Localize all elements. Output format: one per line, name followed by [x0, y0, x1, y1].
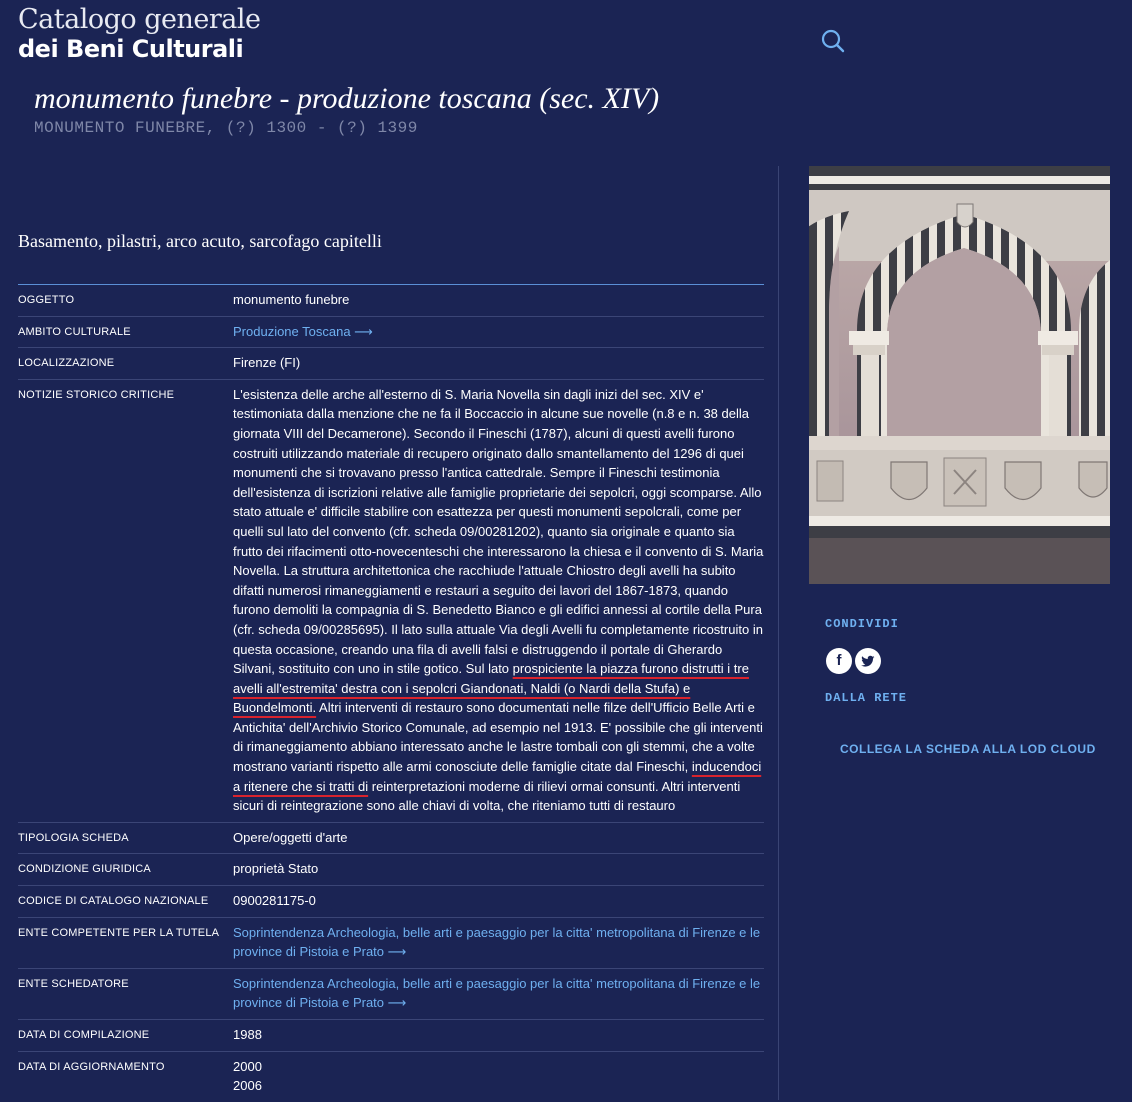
- notizie-text-part: Altri interventi di restauro sono documentati nelle filze dell'Ufficio Belle Arti e Antichita' dell'Archivio Storico Comunale, ad esempio nel 1913. E' possibile che gli interventi di rimaneggiamento abbiano interessato anche le lastre tombali con gli stemmi, che a volte mostrano varianti rispetto alle armi conosciute delle famiglie citate dal Fineschi,: [233, 700, 763, 775]
- row-label: OGGETTO: [18, 294, 75, 306]
- row-ambito-culturale: [18, 317, 764, 349]
- row-label: CONDIZIONE GIURIDICA: [18, 863, 151, 876]
- row-notizie-storico-critiche: [18, 380, 764, 823]
- dalla-rete-label: DALLA RETE: [825, 691, 908, 705]
- page-subtitle: MONUMENTO FUNEBRE, (?) 1300 - (?) 1399: [34, 119, 418, 137]
- record-description: Basamento, pilastri, arco acuto, sarcofago capitelli: [18, 231, 382, 251]
- column-divider: [778, 166, 779, 1100]
- ente-schedatore-link[interactable]: Soprintendenza Archeologia, belle arti e paesaggio per la citta' metropolitana di Firenze e le province di Pistoia e Prato ⟶: [233, 975, 761, 1011]
- row-data-compilazione: [18, 1020, 764, 1052]
- ente-tutela-link[interactable]: Soprintendenza Archeologia, belle arti e paesaggio per la citta' metropolitana di Firenze e le province di Pistoia e Prato ⟶: [233, 924, 761, 960]
- facebook-share-button[interactable]: [826, 648, 852, 674]
- notizie-underlined-text: inducendoci a ritenere che si tratti di: [233, 759, 762, 794]
- row-label: NOTIZIE STORICO CRITICHE: [18, 388, 175, 401]
- notizie-text-part: reinterpretazioni moderne di rilievi ormai consunti. Altri interventi sicuri di reintegrazione sono alle chiavi di volta, che riteniamo tutti di restauro: [233, 778, 741, 814]
- ambito-culturale-link[interactable]: Produzione Toscana ⟶: [233, 323, 373, 339]
- details-table: [18, 284, 764, 1102]
- notizie-text: [233, 380, 764, 822]
- cloister-arches-image: [809, 166, 1110, 584]
- row-condizione-giuridica: [18, 854, 764, 886]
- row-label: DATA DI COMPILAZIONE: [18, 1029, 150, 1041]
- row-value: Opere/oggetti d'arte: [233, 829, 348, 845]
- row-value: 1988: [233, 1027, 262, 1042]
- record-photo[interactable]: [809, 166, 1110, 584]
- search-button[interactable]: [820, 28, 846, 54]
- row-value: 0900281175-0: [233, 893, 316, 909]
- row-label: CODICE DI CATALOGO NAZIONALE: [18, 895, 209, 908]
- row-label: ENTE COMPETENTE PER LA TUTELA: [18, 926, 220, 939]
- row-oggetto: [18, 285, 764, 317]
- row-label: TIPOLOGIA SCHEDA: [18, 831, 129, 844]
- row-codice-catalogo: [18, 886, 764, 918]
- notizie-underlined-text: prospiciente la piazza furono distrutti i tre avelli all'estremita' destra con i sepolcri Giandonati, Naldi (o Nardi della Stufa) e Buondelmonti.: [233, 661, 749, 716]
- logo-line-2: dei Beni Culturali: [18, 35, 244, 64]
- logo-line-1: Catalogo generale: [18, 4, 261, 35]
- row-data-aggiornamento: [18, 1052, 764, 1102]
- row-localizzazione: [18, 348, 764, 380]
- row-value: proprietà Stato: [233, 861, 319, 877]
- row-value: monumento funebre: [233, 292, 350, 307]
- update-date: 2006: [233, 1078, 262, 1094]
- update-date: 2000: [233, 1058, 262, 1074]
- row-ente-schedatore: [18, 969, 764, 1020]
- twitter-icon: [855, 648, 881, 674]
- twitter-share-button[interactable]: [855, 648, 881, 674]
- row-value: Firenze (FI): [233, 355, 301, 371]
- row-ente-tutela: [18, 918, 764, 969]
- facebook-icon: f: [836, 652, 842, 669]
- row-label: LOCALIZZAZIONE: [18, 357, 115, 370]
- lod-cloud-link[interactable]: COLLEGA LA SCHEDA ALLA LOD CLOUD: [840, 742, 1096, 756]
- page-title: monumento funebre - produzione toscana (sec. XIV): [34, 82, 660, 115]
- row-value: [233, 1052, 764, 1102]
- search-icon: [820, 28, 846, 54]
- record-title-block: [34, 82, 659, 137]
- row-label: ENTE SCHEDATORE: [18, 977, 129, 990]
- notizie-text-part: L'esistenza delle arche all'esterno di S. Maria Novella sin dagli inizi del sec. XIV e' testimoniata dalla menzione che ne fa il Boccaccio in alcune sue novelle (n.8 e n. 38 della giornata VIII del Decamerone). Secondo il Fineschi (1787), alcuni di questi avelli furono costruiti utilizzando materiale di recupero originato dallo smantellamento del 1296 di quei monumenti che si trovavano presso l'antica cattedrale. Sempre il Fineschi testimonia dell'esistenza di iscrizioni relative alle famiglie proprietarie dei sepolcri, oggi scomparse. Allo stato attuale e' difficile stabilire con esattezza per questi monumenti sepolcrali, come per quelli sul lato del convento (cfr. scheda 09/00281202), quanto sia originale e quanto sia frutto dei rifacimenti otto-novecenteschi che interessarono la chiesa e il convento di S. Maria Novella. La struttura architettonica che racchiude l'attuale Chiostro degli avelli ha subito difatti numerosi rimaneggiamenti e restauri a seguito dei lavori del 1867-1873, quando furono demoliti la compagnia di S. Benedetto Bianco e gli edifici annessi al cortile della Pura (cfr. scheda 09/00285695). Il lato sulla attuale Via degli Avelli fu completamente ricostruito in questa occasione, creando una fila di avelli falsi e distruggendo il portale di Gherardo Silvani, sostituito con uno in stile gotico. Sul lato: [233, 386, 764, 677]
- site-logo[interactable]: [18, 4, 260, 64]
- row-label: AMBITO CULTURALE: [18, 325, 131, 338]
- row-label: DATA DI AGGIORNAMENTO: [18, 1060, 165, 1073]
- row-tipologia-scheda: [18, 823, 764, 855]
- share-label: CONDIVIDI: [825, 617, 899, 631]
